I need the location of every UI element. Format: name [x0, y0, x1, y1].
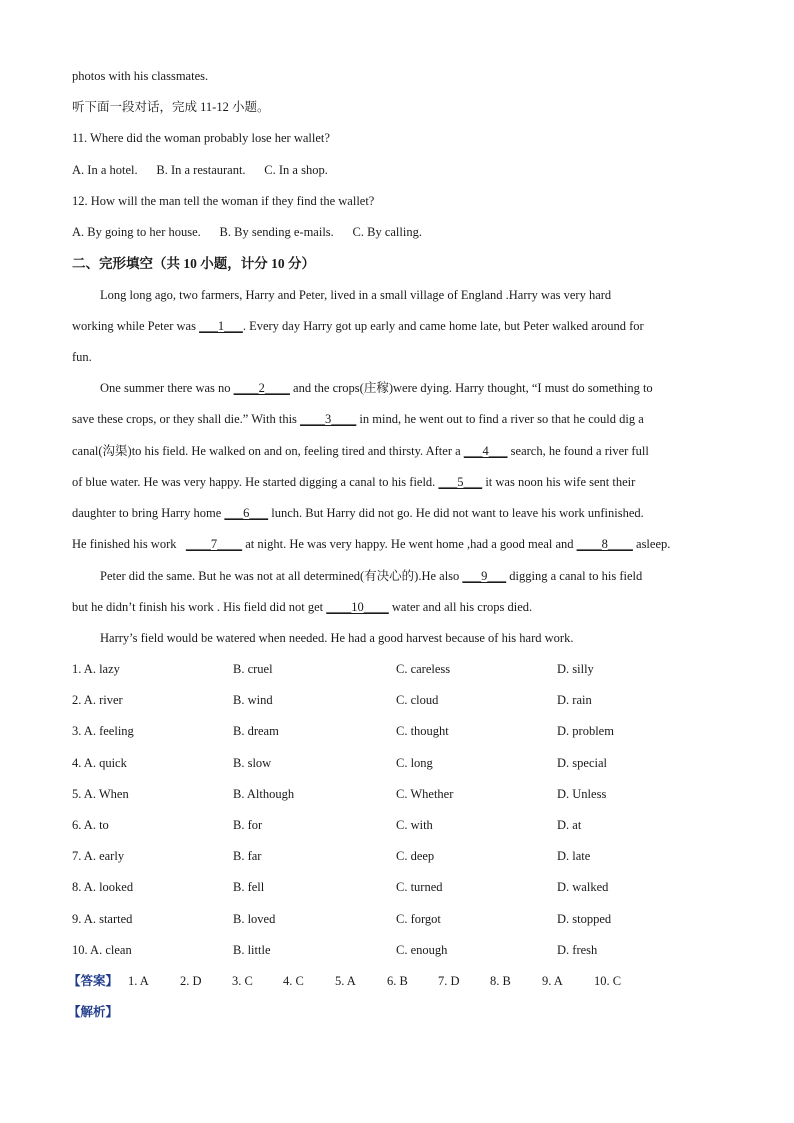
option-row — [72, 721, 722, 741]
passage-line: fun. — [72, 350, 92, 364]
passage-line: Harry’s field would be watered when needed. He had a good harvest because of his hard work. — [100, 631, 574, 645]
passage-line: daughter to bring Harry home ___6___ lunch. But Harry did not go. He did not want to leave his work unfinished. — [72, 503, 722, 523]
answer-item: 5. A — [335, 974, 356, 988]
passage-line: working while Peter was ___1___. Every day Harry got up early and came home late, but Peter walked around for — [72, 316, 722, 336]
option-c: C. with — [396, 818, 433, 832]
option-c: C. deep — [396, 849, 435, 863]
passage-line: One summer there was no ____2____ and the crops(庄稼)were dying. Harry thought, “I must do something to — [100, 378, 722, 398]
option-d: D. silly — [557, 662, 594, 676]
option-b: B. cruel — [233, 662, 273, 676]
question-12-options: A. By going to her house. B. By sending e-mails. C. By calling. — [72, 225, 422, 239]
blank-6: ___6___ — [224, 506, 269, 520]
blank-9: ___9___ — [462, 569, 507, 583]
answer-item: 7. D — [438, 974, 460, 988]
option-row — [72, 940, 722, 960]
option-a: 8. A. looked — [72, 880, 134, 894]
option-d: D. walked — [557, 880, 609, 894]
blank-5: ___5___ — [438, 475, 483, 489]
question-11: 11. Where did the woman probably lose her wallet? — [72, 131, 330, 145]
option-row — [72, 815, 722, 835]
option-d: D. stopped — [557, 912, 612, 926]
blank-1: ___1___ — [199, 319, 243, 333]
question-11-options: A. In a hotel. B. In a restaurant. C. In a shop. — [72, 163, 328, 177]
option-b: B. dream — [233, 724, 279, 738]
option-d: D. rain — [557, 693, 592, 707]
option-a: 5. A. When — [72, 787, 129, 801]
option-d: D. fresh — [557, 943, 598, 957]
question-12: 12. How will the man tell the woman if they find the wallet? — [72, 194, 375, 208]
answer-item: 3. C — [232, 974, 253, 988]
blank-4: ___4___ — [463, 444, 508, 458]
option-row — [72, 846, 722, 866]
answer-item: 2. D — [180, 974, 202, 988]
answer-label: 【答案】 — [68, 974, 119, 988]
option-row — [72, 784, 722, 804]
option-c: C. turned — [396, 880, 443, 894]
option-a: 2. A. river — [72, 693, 123, 707]
option-d: D. at — [557, 818, 582, 832]
option-c: C. long — [396, 756, 433, 770]
option-row — [72, 753, 722, 773]
answer-item: 1. A — [128, 974, 149, 988]
section-heading: 二、完形填空（共 10 小题，计分 10 分） — [72, 256, 315, 271]
answer-item: 9. A — [542, 974, 563, 988]
option-a: 6. A. to — [72, 818, 109, 832]
option-c: C. Whether — [396, 787, 454, 801]
option-a: 3. A. feeling — [72, 724, 134, 738]
option-b: B. for — [233, 818, 263, 832]
passage-line: Long long ago, two farmers, Harry and Peter, lived in a small village of England .Harry was very hard — [100, 288, 612, 302]
option-b: B. fell — [233, 880, 265, 894]
passage-line: Peter did the same. But he was not at all determined(有决心的).He also ___9___ digging a canal to his field — [100, 566, 722, 586]
analysis-label: 【解析】 — [68, 1005, 119, 1019]
blank-3: ____3____ — [300, 412, 357, 426]
passage-line: but he didn’t finish his work . His field did not get ____10____ water and all his crops died. — [72, 597, 722, 617]
answer-item: 4. C — [283, 974, 304, 988]
passage-line: save these crops, or they shall die.” With this ____3____ in mind, he went out to find a river so that he could dig a — [72, 409, 722, 429]
option-b: B. loved — [233, 912, 276, 926]
option-c: C. forgot — [396, 912, 441, 926]
answer-item: 10. C — [594, 974, 622, 988]
option-row — [72, 690, 722, 710]
option-a: 7. A. early — [72, 849, 125, 863]
blank-2: ____2____ — [233, 381, 290, 395]
option-d: D. special — [557, 756, 607, 770]
option-row — [72, 659, 722, 679]
option-b: B. little — [233, 943, 271, 957]
passage-line: canal(沟渠)to his field. He walked on and on, feeling tired and thirsty. After a ___4___ search, he found a river full — [72, 441, 722, 461]
answer-item: 8. B — [490, 974, 511, 988]
option-a: 9. A. started — [72, 912, 133, 926]
option-d: D. late — [557, 849, 591, 863]
answer-item: 6. B — [387, 974, 408, 988]
listening-instruction: 听下面一段对话，完成 11-12 小题。 — [72, 100, 270, 114]
option-row — [72, 877, 722, 897]
option-c: C. careless — [396, 662, 451, 676]
passage-line: He finished his work ____7____ at night. He was very happy. He went home ,had a good meal and ____8____ asleep. — [72, 534, 722, 554]
option-c: C. thought — [396, 724, 449, 738]
blank-8: ____8____ — [576, 537, 633, 551]
answer-row — [68, 971, 722, 991]
option-b: B. Although — [233, 787, 295, 801]
option-d: D. problem — [557, 724, 614, 738]
analysis-row — [68, 1002, 722, 1022]
option-d: D. Unless — [557, 787, 607, 801]
option-a: 1. A. lazy — [72, 662, 120, 676]
passage-line: of blue water. He was very happy. He started digging a canal to his field. ___5___ it was noon his wife sent their — [72, 472, 722, 492]
option-b: B. wind — [233, 693, 273, 707]
blank-7: ____7____ — [185, 537, 243, 551]
option-b: B. far — [233, 849, 262, 863]
text-line: photos with his classmates. — [72, 69, 209, 83]
blank-10: ____10____ — [326, 600, 389, 614]
option-a: 10. A. clean — [72, 943, 132, 957]
option-b: B. slow — [233, 756, 272, 770]
option-a: 4. A. quick — [72, 756, 127, 770]
option-c: C. cloud — [396, 693, 439, 707]
option-row — [72, 909, 722, 929]
option-c: C. enough — [396, 943, 448, 957]
